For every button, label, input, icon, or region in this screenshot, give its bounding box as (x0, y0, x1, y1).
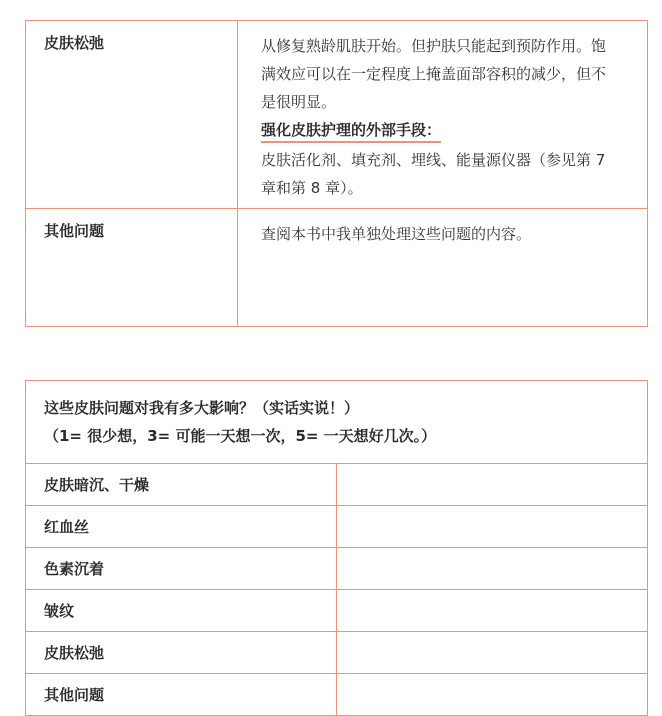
row-label: 其他问题 (26, 209, 238, 327)
table-row (26, 21, 648, 209)
rating-cell[interactable] (337, 590, 648, 632)
table-row (26, 548, 648, 590)
row-label: 皮肤暗沉、干燥 (26, 464, 337, 506)
rating-cell[interactable] (337, 464, 648, 506)
table-row (26, 632, 648, 674)
table-row (26, 209, 648, 327)
impact-rating-table (25, 380, 648, 716)
row-label: 色素沉着 (26, 548, 337, 590)
paragraph: 查阅本书中我单独处理这些问题的内容。 (261, 225, 532, 243)
row-label: 皮肤松弛 (26, 632, 337, 674)
detail-text: 皮肤活化剂、填充剂、埋线、能量源仪器（参见第 7 章和第 8 章）。 (261, 151, 606, 197)
header-scale-note: （1= 很少想，3= 可能一天想一次，5= 一天想好几次。） (44, 427, 437, 445)
rating-cell[interactable] (337, 632, 648, 674)
rating-cell[interactable] (337, 548, 648, 590)
rating-cell[interactable] (337, 506, 648, 548)
row-label: 皮肤松弛 (26, 21, 238, 209)
table-row (26, 464, 648, 506)
row-label: 其他问题 (26, 674, 337, 716)
rating-cell[interactable] (337, 674, 648, 716)
skin-solutions-table (25, 20, 648, 327)
paragraph: 从修复熟龄肌肤开始。但护肤只能起到预防作用。饱满效应可以在一定程度上掩盖面部容积的减少，但不是很明显。 (261, 37, 607, 111)
table-row (26, 674, 648, 716)
subheading: 强化皮肤护理的外部手段： (261, 119, 441, 143)
row-content (238, 209, 648, 327)
table-header (26, 381, 648, 464)
row-label: 皱纹 (26, 590, 337, 632)
row-content (238, 21, 648, 209)
table-row (26, 506, 648, 548)
header-question: 这些皮肤问题对我有多大影响？（实话实说！） (44, 399, 360, 417)
table-header-row (26, 381, 648, 464)
row-label: 红血丝 (26, 506, 337, 548)
table-row (26, 590, 648, 632)
